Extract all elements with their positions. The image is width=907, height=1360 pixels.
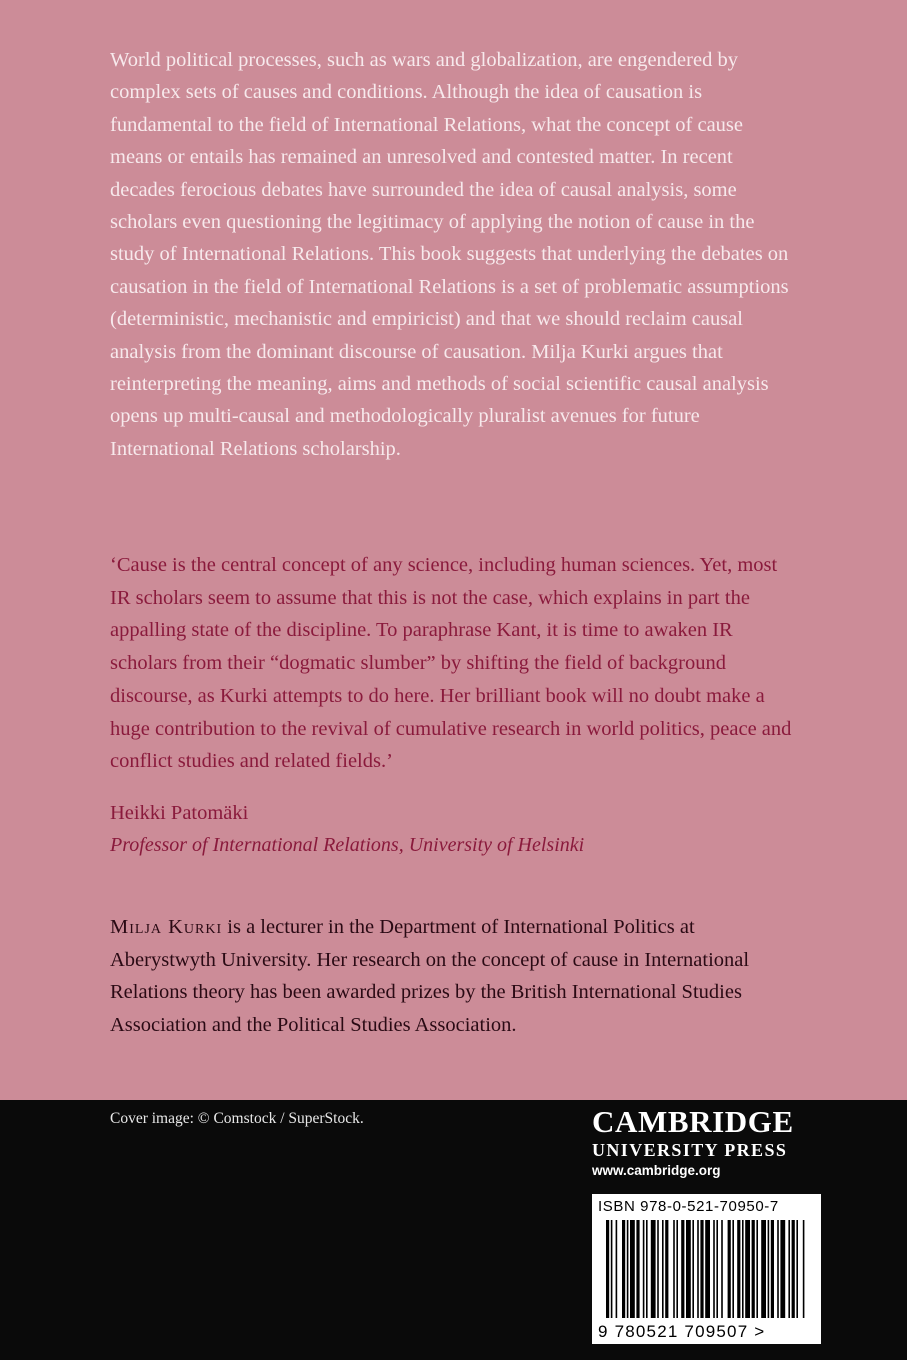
barcode-bar [636,1220,639,1318]
publisher-name: CAMBRIDGE [592,1104,794,1139]
barcode-bar [721,1220,723,1318]
barcode-bar [611,1220,613,1318]
barcode-bar [657,1220,659,1318]
author-bio-text: is a lecturer in the Department of International Politics at Aberystwyth University. Her research on the concept of cause in International Relations theory has been awarded prizes by the British International Studies Association and the Political Studies Association. [110,916,750,1036]
barcode-bar [780,1220,785,1318]
barcode-bar [630,1220,635,1318]
barcode-bar [627,1220,629,1318]
barcode-bar [681,1220,684,1318]
barcode-digits: 9 780521 709507 > [598,1322,766,1341]
barcode-bar [732,1220,734,1318]
barcode-bar [761,1220,766,1318]
endorsement-quote: ‘Cause is the central concept of any science, including human sciences. Yet, most IR scholars seem to assume that this is not the case, which explains in part the appalling state of the discipline. To paraphrase Kant, it is time to awaken IR scholars from their “dogmatic slumber” by shifting the field of background discourse, as Kurki attempts to do here. Her brilliant book will no doubt make a huge contribution to the revival of cumulative research in world politics, peace and conflict studies and related fields.’ [110,554,792,773]
barcode-bar [676,1220,678,1318]
barcode-bar [745,1220,750,1318]
barcode-bar [792,1220,795,1318]
barcode-bar [756,1220,758,1318]
barcode-bar [752,1220,755,1318]
cover-image-credit: Cover image: © Comstock / SuperStock. [110,1110,364,1127]
barcode-bar [777,1220,779,1318]
barcode-bar [705,1220,710,1318]
isbn-label: ISBN 978-0-521-70950-7 [598,1198,779,1215]
author-bio [110,911,800,1041]
barcode-bar [606,1220,609,1318]
barcode-bar [665,1220,668,1318]
barcode-bar [662,1220,664,1318]
publisher-logo [592,1104,822,1182]
barcode-bar [713,1220,715,1318]
barcode-bar [737,1220,740,1318]
publisher-subtitle: UNIVERSITY PRESS [592,1140,788,1160]
barcode-bar [616,1220,618,1318]
barcode-bar [768,1220,770,1318]
barcode-bar [742,1220,744,1318]
barcode-panel [592,1194,821,1344]
barcode-bar [651,1220,656,1318]
barcode-bar [643,1220,645,1318]
barcode-bar [673,1220,675,1318]
author-name: Milja Kurki [110,916,223,938]
barcode-bar [771,1220,774,1318]
barcode-bar [686,1220,691,1318]
barcode-bar [622,1220,625,1318]
footer-band [0,1100,907,1360]
book-description: World political processes, such as wars and globalization, are engendered by complex sets of causes and conditions. Although the idea of causation is fundamental to the field of International Relations, what the concept of cause means or entails has remained an unresolved and contested matter. In recent decades ferocious debates have surrounded the idea of causal analysis, some scholars even questioning the legitimacy of applying the notion of cause in the study of International Relations. This book suggests that underlying the debates on causation in the field of International Relations is a set of problematic assumptions (deterministic, mechanistic and empiricist) and that we should reclaim causal analysis from the dominant discourse of causation. Milja Kurki argues that reinterpreting the meaning, aims and methods of social scientific causal analysis opens up multi-causal and methodologically pluralist avenues for future International Relations scholarship. [110,49,789,460]
barcode-bar [803,1220,805,1318]
endorsement-author: Heikki Patomäki [110,802,249,824]
barcode-bar [697,1220,699,1318]
publisher-url: www.cambridge.org [592,1163,721,1178]
barcode-bar [646,1220,648,1318]
barcode-bar [700,1220,703,1318]
barcode-bar [796,1220,798,1318]
barcode-bar [728,1220,731,1318]
barcode-bar [692,1220,694,1318]
barcode-bar [788,1220,790,1318]
endorsement-affiliation: Professor of International Relations, University of Helsinki [110,834,585,856]
barcode-bar [716,1220,718,1318]
